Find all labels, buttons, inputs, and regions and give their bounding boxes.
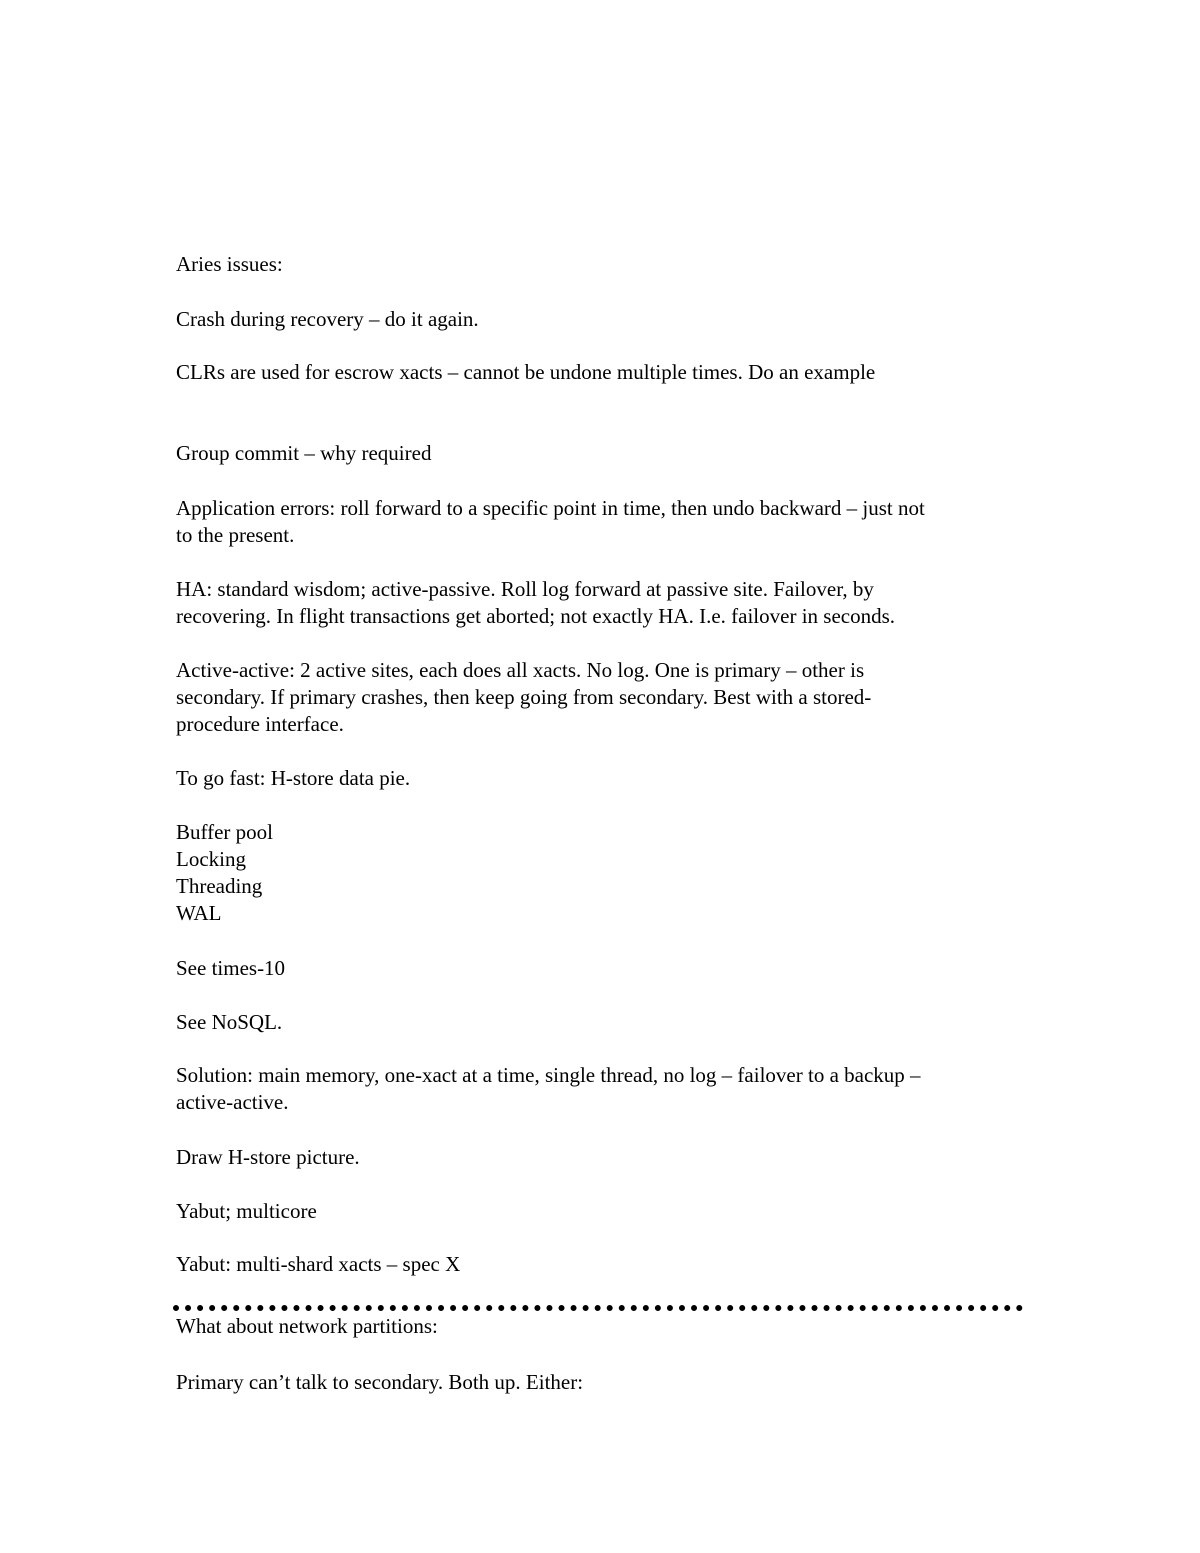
heading-aries-issues: Aries issues: xyxy=(176,252,283,276)
text-line: Primary can’t talk to secondary. Both up. Either: xyxy=(176,1370,584,1394)
text-line: What about network partitions: xyxy=(176,1314,438,1338)
list-item: Locking xyxy=(176,847,246,871)
text-line: See times-10 xyxy=(176,956,286,980)
text-line: Group commit – why required xyxy=(176,441,432,465)
text-line: See NoSQL. xyxy=(176,1010,283,1034)
text-line: secondary. If primary crashes, then keep going from secondary. Best with a stored- xyxy=(176,685,872,709)
text-line: recovering. In flight transactions get aborted; not exactly HA. I.e. failover in seconds. xyxy=(176,604,896,628)
text-line: CLRs are used for escrow xacts – cannot be undone multiple times. Do an example xyxy=(176,360,876,384)
text-line: HA: standard wisdom; active-passive. Roll log forward at passive site. Failover, by xyxy=(176,577,874,601)
text-line: Yabut; multicore xyxy=(176,1199,317,1223)
text-line: to the present. xyxy=(176,523,295,547)
text-line: Draw H-store picture. xyxy=(176,1145,360,1169)
text-line: To go fast: H-store data pie. xyxy=(176,766,411,790)
text-line: Application errors: roll forward to a specific point in time, then undo backward – just not xyxy=(176,496,925,520)
text-line: Crash during recovery – do it again. xyxy=(176,307,479,331)
text-line: Yabut: multi-shard xacts – spec X xyxy=(176,1252,461,1276)
list-item: Threading xyxy=(176,874,263,898)
text-line: Solution: main memory, one-xact at a time, single thread, no log – failover to a backup – xyxy=(176,1063,921,1087)
text-line: Active-active: 2 active sites, each does all xacts. No log. One is primary – other is xyxy=(176,658,865,682)
list-item: Buffer pool xyxy=(176,820,274,844)
text-line: active-active. xyxy=(176,1090,289,1114)
list-item: WAL xyxy=(176,901,222,925)
text-line: procedure interface. xyxy=(176,712,344,736)
dotted-divider xyxy=(173,1305,1023,1311)
